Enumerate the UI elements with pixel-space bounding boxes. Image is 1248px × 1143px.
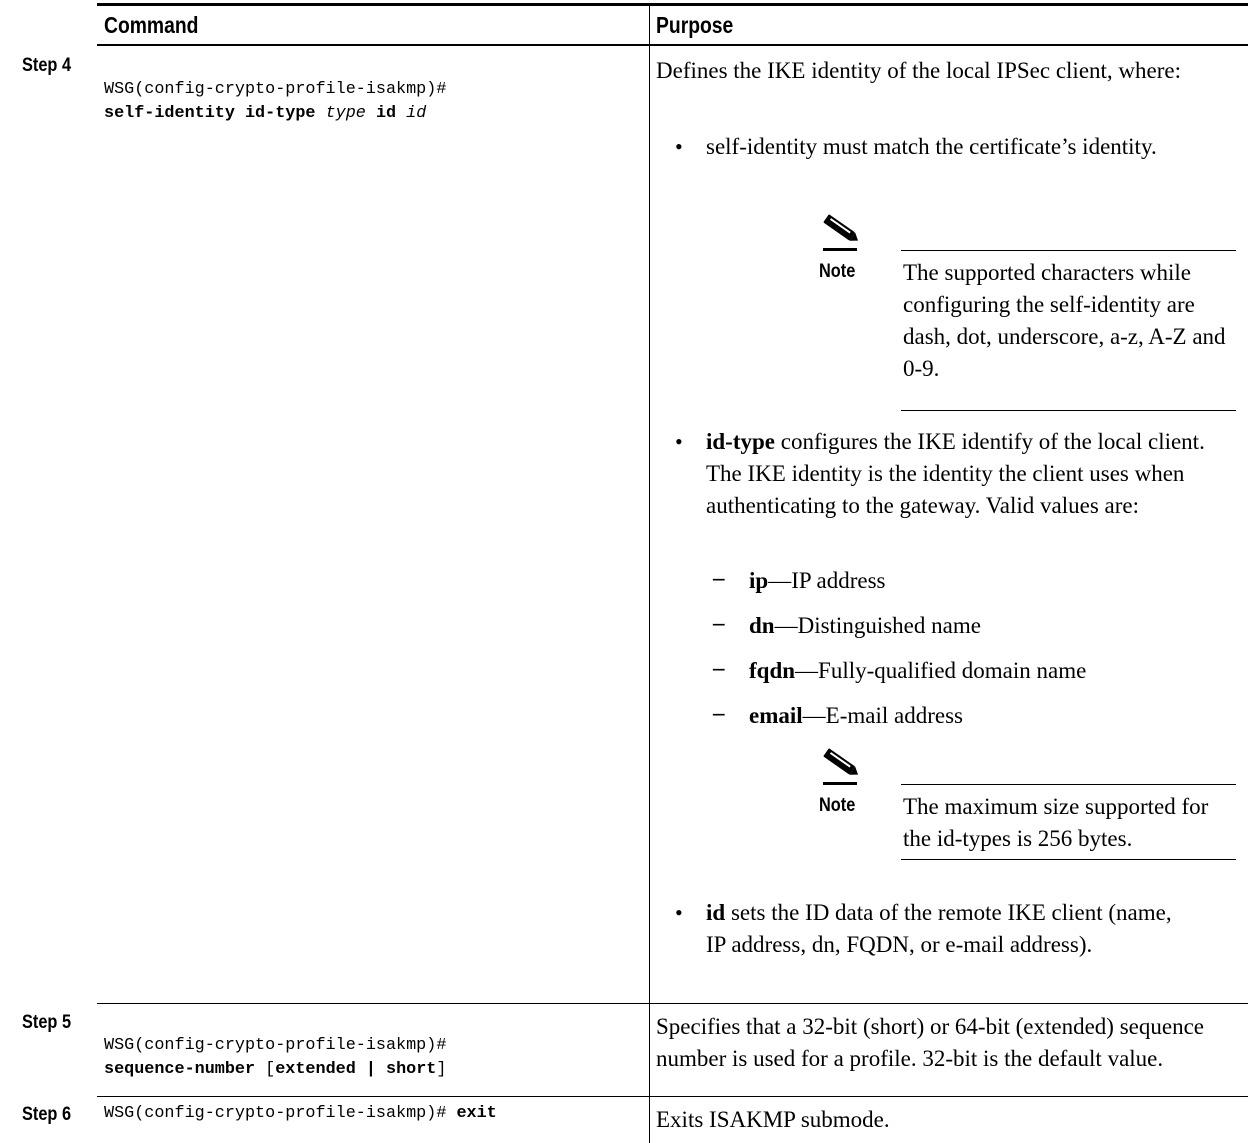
note-icon [817, 746, 863, 793]
value-item-email [749, 700, 963, 732]
bullet-id [706, 897, 1196, 961]
step4-intro: Defines the IKE identity of the local IPSec client, where: [656, 58, 1181, 83]
command-text [104, 1010, 446, 1082]
header-bottom-rule [97, 44, 1248, 46]
value-desc: —Fully-qualified domain name [795, 658, 1087, 683]
command-prompt: WSG(config-crypto-profile-isakmp)# [104, 1036, 447, 1055]
bullet-text: configures the IKE identify of the local client. The IKE identity is the identity the client uses when authenticating to the gateway. Valid values are: [706, 429, 1205, 518]
command-prompt: WSG(config-crypto-profile-isakmp)# [104, 1104, 457, 1123]
note-icon [817, 212, 863, 259]
value-desc: —E-mail address [802, 703, 963, 728]
row-rule [97, 1003, 1248, 1004]
note-bottom-rule [901, 859, 1236, 860]
value-desc: —IP address [768, 568, 886, 593]
row-rule [97, 1096, 1248, 1097]
column-header-command: Command [104, 12, 199, 38]
note-top-rule [901, 250, 1236, 251]
command-keyword: self-identity id-type [104, 104, 316, 123]
note-text: The maximum size supported for the id-types is 256 bytes. [903, 794, 1209, 851]
command-syntax: ] [436, 1060, 447, 1079]
command-keyword: id [375, 104, 397, 123]
bullet-text: sets the ID data of the remote IKE client (name, IP address, dn, FQDN, or e-mail address). [706, 900, 1172, 957]
bullet-term: id-type [706, 429, 775, 454]
command-syntax: [ [255, 1060, 276, 1079]
command-prompt: WSG(config-crypto-profile-isakmp)# [104, 80, 447, 99]
value-item-fqdn [749, 655, 1086, 687]
bullet-term: id [706, 900, 726, 925]
step-label: Step 5 [22, 1012, 72, 1033]
value-item-dn [749, 610, 981, 642]
step-label: Step 6 [22, 1104, 72, 1125]
bullet-id-type [706, 426, 1226, 522]
dash-marker: – [713, 700, 725, 725]
dash-marker: – [713, 655, 725, 680]
command-keyword: exit [456, 1104, 497, 1123]
command-option: extended [275, 1060, 356, 1079]
value-term: dn [749, 613, 775, 638]
command-argument: id [406, 104, 427, 123]
column-divider [649, 4, 650, 1143]
note-label: Note [819, 795, 856, 816]
value-desc: —Distinguished name [774, 613, 981, 638]
value-term: ip [749, 568, 769, 593]
step5-purpose: Specifies that a 32-bit (short) or 64-bit (extended) sequence number is used for a profile. 32-bit is the default value. [656, 1014, 1204, 1071]
command-text [104, 54, 446, 126]
command-keyword: sequence-number [104, 1060, 256, 1079]
bullet-self-identity: self-identity must match the certificate’s identity. [706, 134, 1157, 159]
command-option: short [386, 1060, 437, 1079]
note-bottom-rule [901, 410, 1236, 411]
bullet-marker: • [675, 900, 683, 925]
bullet-marker: • [675, 134, 683, 159]
column-header-purpose: Purpose [656, 12, 734, 38]
value-term: email [749, 703, 803, 728]
dash-marker: – [713, 610, 725, 635]
command-argument: type [325, 104, 366, 123]
dash-marker: – [713, 565, 725, 590]
value-term: fqdn [749, 658, 796, 683]
note-top-rule [901, 784, 1236, 785]
note-label: Note [819, 261, 856, 282]
table-top-rule [97, 3, 1248, 6]
bullet-marker: • [675, 429, 683, 454]
command-text [104, 1102, 497, 1126]
step6-purpose: Exits ISAKMP submode. [656, 1107, 890, 1132]
command-syntax: | [355, 1060, 387, 1079]
value-item-ip [749, 565, 886, 597]
step-label: Step 4 [22, 55, 72, 76]
note-text: The supported characters while configuring the self-identity are dash, dot, underscore, a-z, A-Z and 0-9. [903, 260, 1226, 381]
